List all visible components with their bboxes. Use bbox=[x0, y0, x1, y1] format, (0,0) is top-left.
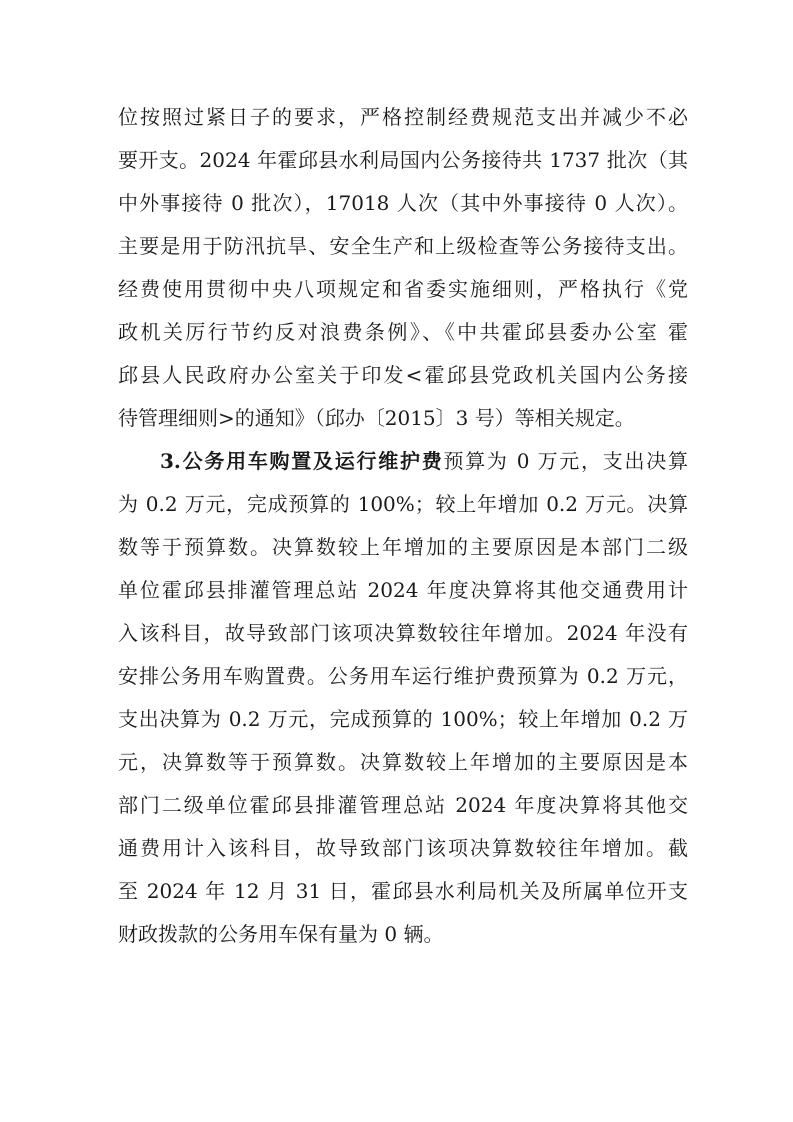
paragraph-line: 主要是用于防汛抗旱、安全生产和上级检查等公务接待支出。 bbox=[118, 234, 688, 258]
paragraph-line: 位按照过紧日子的要求，严格控制经费规范支出并减少不必 bbox=[118, 105, 688, 129]
paragraph-line: 数等于预算数。决算数较上年增加的主要原因是本部门二级 bbox=[118, 535, 688, 559]
section-heading: 3.公务用车购置及运行维护费 bbox=[160, 449, 444, 473]
section-heading-rest: 预算为 0 万元，支出决算 bbox=[443, 449, 688, 473]
paragraph-line: 为 0.2 万元，完成预算的 100%；较上年增加 0.2 万元。决算 bbox=[118, 492, 688, 516]
paragraph-line: 支出决算为 0.2 万元，完成预算的 100%；较上年增加 0.2 万 bbox=[118, 707, 688, 731]
paragraph-line: 单位霍邱县排灌管理总站 2024 年度决算将其他交通费用计 bbox=[118, 578, 688, 602]
paragraph-line: 财政拨款的公务用车保有量为 0 辆。 bbox=[118, 922, 444, 946]
paragraph-line: 部门二级单位霍邱县排灌管理总站 2024 年度决算将其他交 bbox=[118, 793, 688, 817]
paragraph-line: 待管理细则>的通知》（邱办〔2015〕3 号）等相关规定。 bbox=[118, 406, 635, 430]
paragraph-line: 安排公务用车购置费。公务用车运行维护费预算为 0.2 万元， bbox=[118, 664, 688, 688]
paragraph-line: 通费用计入该科目，故导致部门该项决算数较往年增加。截 bbox=[118, 836, 688, 860]
paragraph-line: 邱县人民政府办公室关于印发<霍邱县党政机关国内公务接 bbox=[118, 363, 688, 387]
paragraph-line: 至 2024 年 12 月 31 日，霍邱县水利局机关及所属单位开支 bbox=[118, 879, 688, 903]
paragraph-line: 元，决算数等于预算数。决算数较上年增加的主要原因是本 bbox=[118, 750, 688, 774]
paragraph-line: 中外事接待 0 批次），17018 人次（其中外事接待 0 人次）。 bbox=[118, 191, 688, 215]
paragraph-line: 政机关厉行节约反对浪费条例》、《中共霍邱县委办公室 霍 bbox=[118, 320, 688, 344]
section-heading-line bbox=[160, 444, 688, 478]
paragraph-line: 要开支。2024 年霍邱县水利局国内公务接待共 1737 批次（其 bbox=[118, 148, 688, 172]
paragraph-line: 入该科目，故导致部门该项决算数较往年增加。2024 年没有 bbox=[118, 621, 688, 645]
paragraph-line: 经费使用贯彻中央八项规定和省委实施细则，严格执行《党 bbox=[118, 277, 688, 301]
